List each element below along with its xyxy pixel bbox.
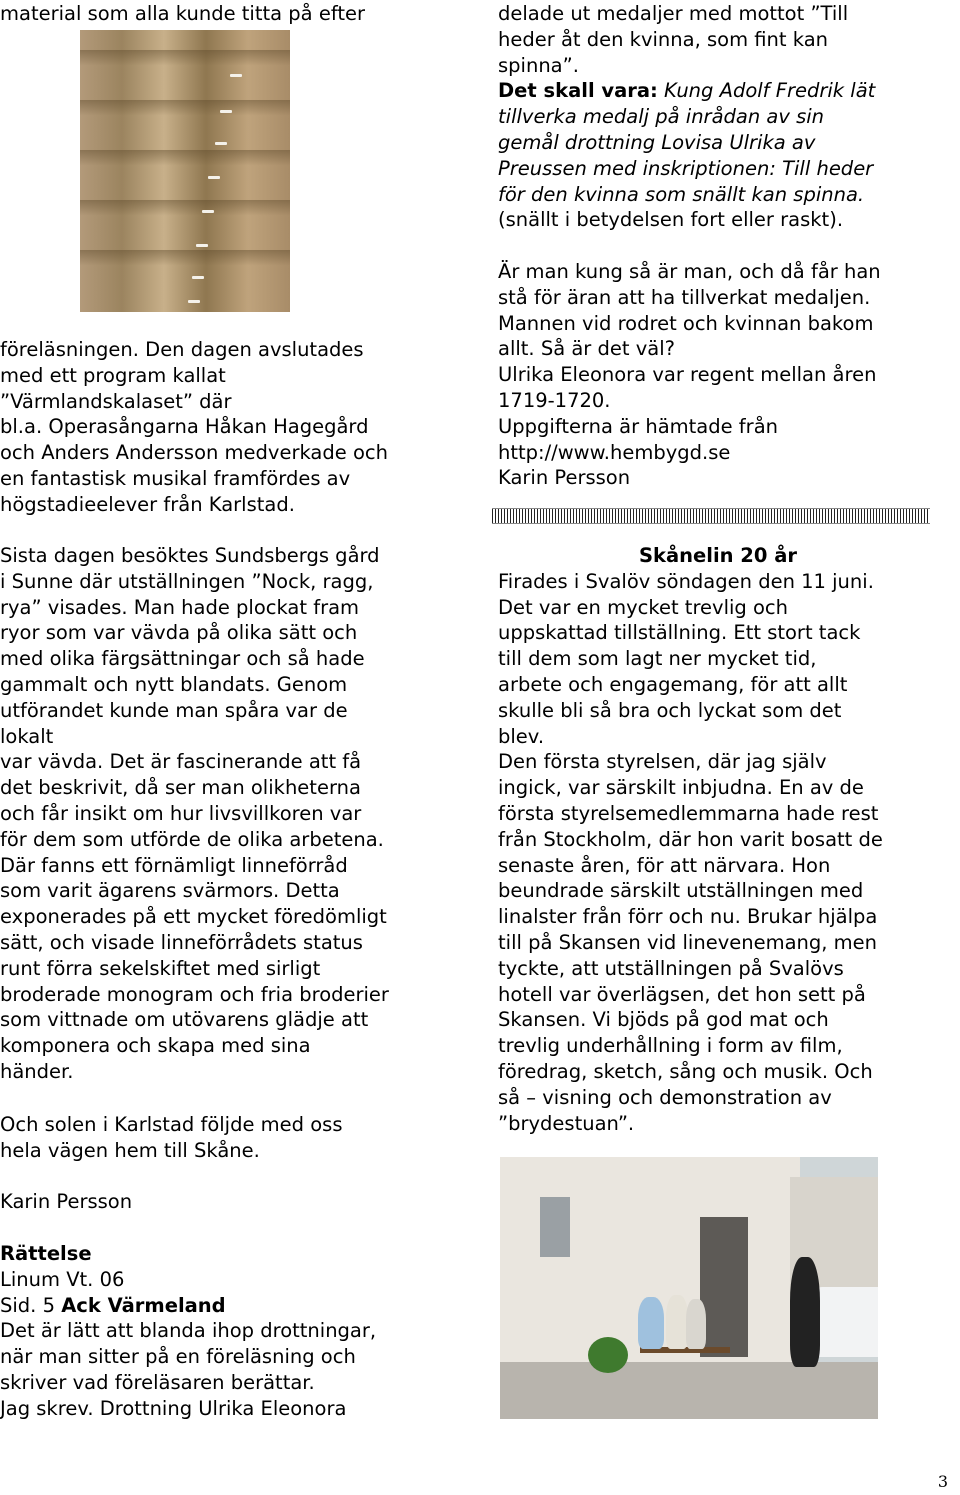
text-line: Det är lätt att blanda ihop drottningar, xyxy=(0,1319,377,1343)
left-paragraph-2 xyxy=(0,543,470,1085)
text-line: hela vägen hem till Skåne. xyxy=(0,1138,260,1162)
text-line: ”Värmlandskalaset” där xyxy=(0,389,232,413)
text-line: bl.a. Operasångarna Håkan Hagegård xyxy=(0,415,369,439)
text-line: Ulrika Eleonora var regent mellan åren xyxy=(498,363,877,387)
right-paragraph-2 xyxy=(498,259,948,491)
text-line: föredrag, sketch, sång och musik. Och xyxy=(498,1059,873,1083)
left-intro-line xyxy=(0,1,470,27)
text-line: beundrade särskilt utställningen med xyxy=(498,879,864,903)
text-line: hotell var överlägsen, det hon sett på xyxy=(498,982,866,1006)
left-paragraph-1 xyxy=(0,337,470,518)
article-skanelin xyxy=(498,543,938,1136)
correct-label: Det skall vara: xyxy=(498,79,658,103)
text-line: och Anders Andersson medverkade och xyxy=(0,441,388,465)
text-line: föreläsningen. Den dagen avslutades xyxy=(0,338,364,361)
text-line: trevlig underhållning i form av film, xyxy=(498,1034,843,1058)
page-number: 3 xyxy=(937,1472,948,1491)
text-line: Det var en mycket trevlig och xyxy=(498,595,789,619)
text-line: Där fanns ett förnämligt linneförråd xyxy=(0,853,348,877)
fabric-strips-photo xyxy=(80,30,290,312)
signature-text: Karin Persson xyxy=(0,1190,133,1213)
left-signature xyxy=(0,1189,470,1215)
text-line: ”brydestuan”. xyxy=(498,1111,635,1135)
text-line: högstadieelever från Karlstad. xyxy=(0,492,295,516)
text-line: material som alla kunde titta på efter xyxy=(0,2,365,25)
text-line: med olika färgsättningar och så hade xyxy=(0,647,365,671)
text-line: Och solen i Karlstad följde med oss xyxy=(0,1113,343,1136)
text-line: till dem som lagt ner mycket tid, xyxy=(498,647,817,671)
text-line: till på Skansen vid linevenemang, men xyxy=(498,930,878,954)
text-line: tyckte, att utställningen på Svalövs xyxy=(498,956,844,980)
text-line: gemål drottning Lovisa Ulrika av xyxy=(498,130,816,154)
text-line: Mannen vid rodret och kvinnan bakom xyxy=(498,311,874,335)
text-line: från Stockholm, där hon varit bosatt de xyxy=(498,827,883,851)
text-line: skriver vad föreläsaren berättar. xyxy=(0,1370,315,1394)
section-divider xyxy=(492,508,930,524)
text-line: spinna”. xyxy=(498,53,579,77)
text-line: gammalt och nytt blandats. Genom xyxy=(0,672,348,696)
text-line: händer. xyxy=(0,1059,74,1083)
correction-heading: Rättelse xyxy=(0,1242,92,1265)
text-line: (snällt i betydelsen fort eller raskt). xyxy=(498,208,844,232)
text-line: arbete och engagemang, för att allt xyxy=(498,672,848,696)
text-line: i Sunne där utställningen ”Nock, ragg, xyxy=(0,569,374,593)
text-line: Sista dagen besöktes Sundsbergs gård xyxy=(0,544,380,567)
text-line: linalster från förr och nu. Brukar hjälpa xyxy=(498,905,878,929)
text-line: när man sitter på en föreläsning och xyxy=(0,1345,356,1369)
correct-italic-first: Kung Adolf Fredrik lät xyxy=(657,79,876,103)
text-line: med ett program kallat xyxy=(0,363,226,387)
text-line: för dem som utförde de olika arbetena. xyxy=(0,827,384,851)
text-line: var vävda. Det är fascinerande att få xyxy=(0,750,362,774)
text-line: lokalt xyxy=(0,724,54,748)
courtyard-photo xyxy=(500,1157,878,1419)
text-line: blev. xyxy=(498,724,545,748)
text-line: runt förra sekelskiftet med sirligt xyxy=(0,956,321,980)
left-paragraph-3 xyxy=(0,1112,470,1164)
text-line: rya” visades. Man hade plockat fram xyxy=(0,595,360,619)
text-line: skulle bli så bra och lyckat som det xyxy=(498,698,842,722)
right-top-block xyxy=(498,1,948,233)
text-line: Uppgifterna är hämtade från xyxy=(498,414,778,438)
text-line: 1719-1720. xyxy=(498,388,611,412)
text-line: och får insikt om hur livsvillkoren var xyxy=(0,801,362,825)
text-line: utförandet kunde man spåra var de xyxy=(0,698,348,722)
text-line: exponerades på ett mycket föredömligt xyxy=(0,905,387,929)
text-line: Är man kung så är man, och då får han xyxy=(498,260,881,283)
text-line: första styrelsemedlemmarna hade rest xyxy=(498,801,879,825)
text-line: ryor som var vävda på olika sätt och xyxy=(0,621,358,645)
text-line: Firades i Svalöv söndagen den 11 juni. xyxy=(498,569,874,593)
article-title: Skånelin 20 år xyxy=(638,544,798,567)
text-line: Jag skrev. Drottning Ulrika Eleonora xyxy=(0,1396,347,1420)
text-line: sätt, och visade linneförrådets status xyxy=(0,930,363,954)
sid-title: Ack Värmeland xyxy=(61,1293,226,1317)
signature-text: Karin Persson xyxy=(498,466,631,490)
correction-statement xyxy=(498,78,948,104)
text-line: ingick, var särskilt inbjudna. En av de xyxy=(498,776,864,800)
text-line: komponera och skapa med sina xyxy=(0,1034,311,1058)
text-line: Skansen. Vi bjöds på god mat och xyxy=(498,1008,829,1032)
text-line: stå för äran att ha tillverkat medaljen. xyxy=(498,285,871,309)
correction-block xyxy=(0,1241,470,1422)
text-line: allt. Så är det väl? xyxy=(498,337,675,361)
correction-reference xyxy=(0,1293,470,1319)
text-line: uppskattad tillställning. Ett stort tack xyxy=(498,621,861,645)
text-line: Den första styrelsen, där jag själv xyxy=(498,750,827,774)
text-line: en fantastisk musikal framfördes av xyxy=(0,466,351,490)
text-line: det beskrivit, då ser man olikheterna xyxy=(0,776,361,800)
text-line: så – visning och demonstration av xyxy=(498,1085,832,1109)
text-line: för den kvinna som snällt kan spinna. xyxy=(498,182,865,206)
sid-prefix: Sid. 5 xyxy=(0,1293,62,1317)
text-line: heder åt den kvinna, som fint kan xyxy=(498,27,829,51)
text-line: tillverka medalj på inrådan av sin xyxy=(498,105,825,129)
text-line: senaste åren, för att närvara. Hon xyxy=(498,853,831,877)
text-line: som vittnade om utövarens glädje att xyxy=(0,1008,369,1032)
text-line: delade ut medaljer med mottot ”Till xyxy=(498,2,849,25)
url-text: http://www.hembygd.se xyxy=(498,440,731,464)
text-line: som varit ägarens svärmors. Detta xyxy=(0,879,340,903)
text-line: Linum Vt. 06 xyxy=(0,1267,125,1291)
text-line: broderade monogram och fria broderier xyxy=(0,982,389,1006)
text-line: Preussen med inskriptionen: Till heder xyxy=(498,156,874,180)
